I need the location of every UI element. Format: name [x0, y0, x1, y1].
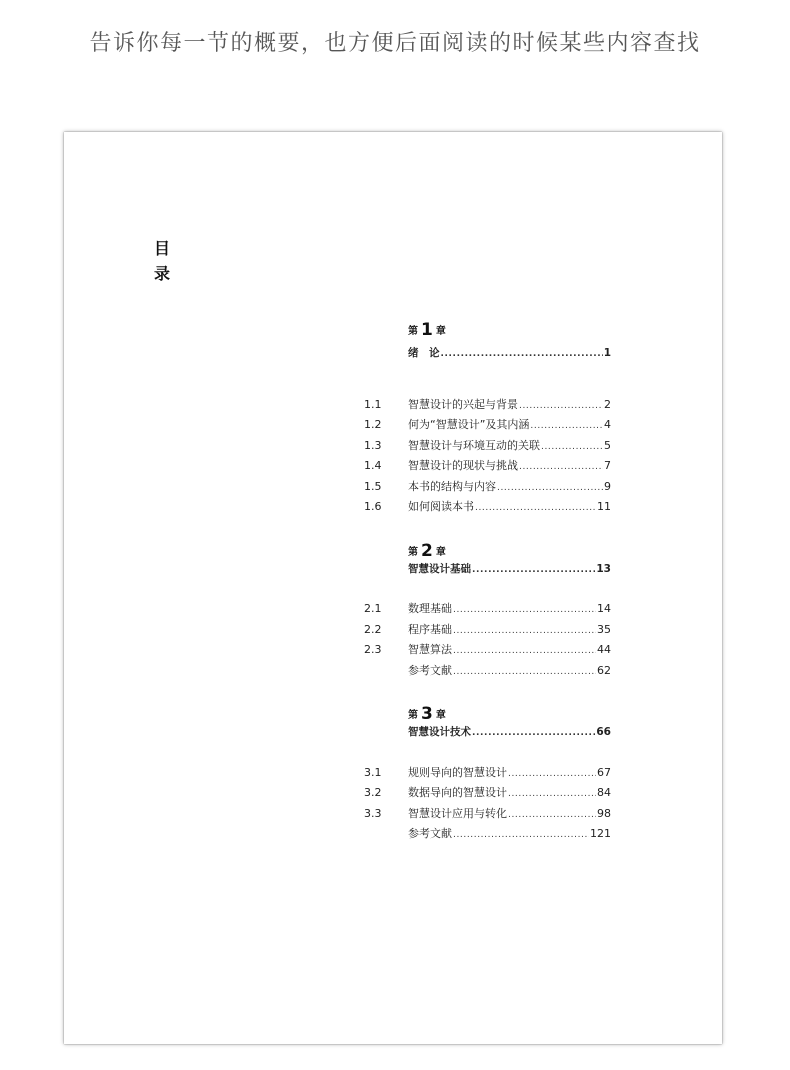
chapter-entry[interactable]: 智慧设计技术 ..... 66 — [364, 724, 611, 740]
toc-entry[interactable]: 1.4 智慧设计的现状与挑战 ..... 7 — [364, 458, 611, 474]
chapter-heading: 第 3 章 — [408, 704, 446, 724]
toc-entry[interactable]: 1.5 本书的结构与内容 ..... 9 — [364, 479, 611, 495]
chapter-heading: 第 1 章 — [408, 320, 446, 340]
toc-entry[interactable]: 参考文献 ..... 62 — [364, 663, 611, 679]
toc-entry[interactable]: 1.3 智慧设计与环境互动的关联 ..... 5 — [364, 438, 611, 454]
toc-entry[interactable]: 3.2 数据导向的智慧设计 ..... 84 — [364, 785, 611, 801]
toc-title-line2: 录 — [154, 264, 171, 283]
caption-text: 告诉你每一节的概要，也方便后面阅读的时候某些内容查找 — [89, 31, 701, 56]
toc-entry[interactable]: 参考文献 ..... 121 — [364, 826, 611, 842]
toc-entry[interactable]: 2.1 数理基础 ..... 14 — [364, 601, 611, 617]
toc-title-line1: 目 — [154, 239, 171, 258]
chapter-heading: 第 2 章 — [408, 541, 446, 561]
toc-title — [154, 236, 174, 286]
chapter-entry[interactable]: 智慧设计基础 ..... 13 — [364, 561, 611, 577]
toc-entry[interactable]: 3.3 智慧设计应用与转化 ..... 98 — [364, 806, 611, 822]
toc-entry[interactable]: 3.1 规则导向的智慧设计 ..... 67 — [364, 765, 611, 781]
toc-entry[interactable]: 2.3 智慧算法 ..... 44 — [364, 642, 611, 658]
toc-entry[interactable]: 2.2 程序基础 ..... 35 — [364, 622, 611, 638]
toc-entry[interactable]: 1.2 何为“智慧设计”及其内涵 ..... 4 — [364, 417, 611, 433]
toc-entry[interactable]: 1.6 如何阅读本书 ..... 11 — [364, 499, 611, 515]
chapter-entry[interactable]: 绪 论 ..... 1 — [364, 345, 611, 361]
toc-entry[interactable]: 1.1 智慧设计的兴起与背景 ..... 2 — [364, 397, 611, 413]
document-page — [64, 132, 722, 1044]
